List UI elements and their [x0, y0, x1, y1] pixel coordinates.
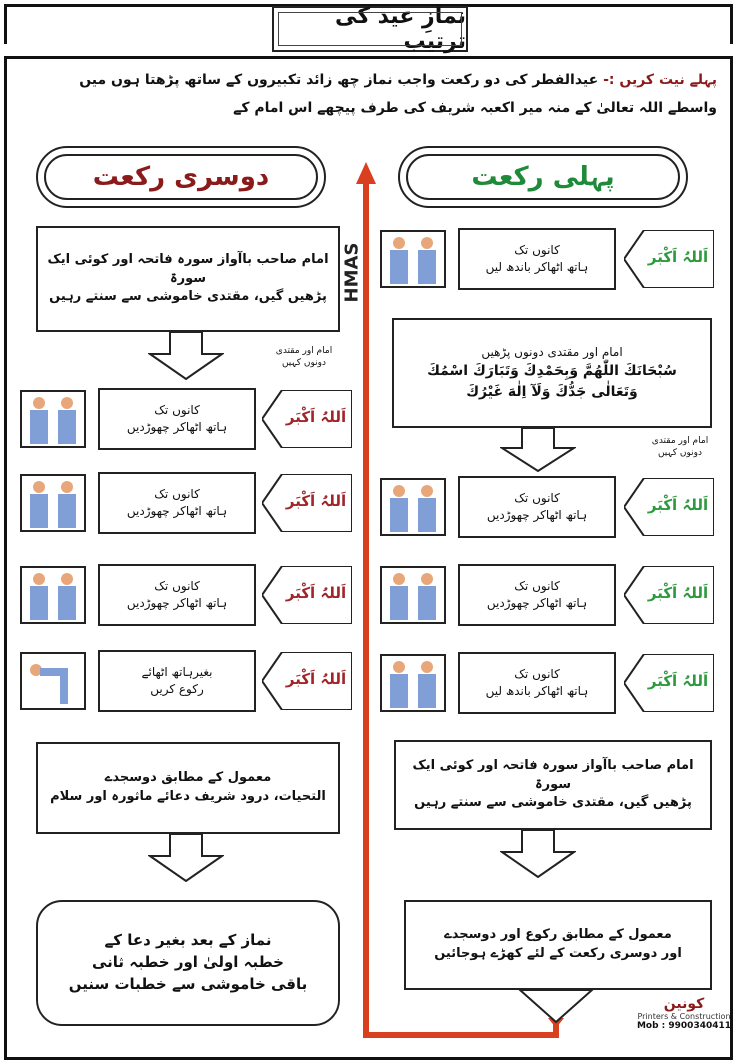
person-icon: [382, 232, 444, 286]
figure-hands-raised: [20, 390, 86, 448]
first-end-box: [404, 900, 712, 990]
step-line-2: رکوع کریں: [150, 682, 204, 696]
down-arrow-icon: [518, 990, 594, 1024]
khutba-line-2: خطبہ اولیٰ اور خطبہ ثانی: [91, 953, 284, 972]
second-step3-box: [98, 564, 256, 626]
note-line-1: امام اور مقتدی: [651, 436, 709, 446]
end-line-1: معمول کے مطابق رکوع اور دوسجدے: [444, 927, 672, 943]
down-arrow-icon: [148, 332, 224, 380]
step-line-1: کانوں تک: [154, 402, 200, 417]
first-recite-box: [394, 740, 712, 830]
first-step1-box: [458, 228, 616, 290]
step-line-2: ہاتھ اٹھاکر چھوڑدیں: [486, 508, 588, 522]
person-icon: [22, 392, 84, 446]
second-recite-box: [36, 226, 340, 332]
khutba-line-1: نماز کے بعد بغیر دعا کے: [104, 931, 272, 950]
down-arrow-icon: [148, 834, 224, 882]
down-arrow-icon: [500, 428, 576, 472]
note-line-2: دونوں کہیں: [657, 447, 703, 458]
khutba-line-3: باقی خاموشی سے خطبات سنیں: [68, 974, 308, 993]
intro-text-1: عیدالفطر کی دو رکعت واجب نماز چھ زائد تکبیروں کے ساتھ پڑھتا ہوں میں: [79, 72, 599, 88]
down-arrow-icon: [500, 830, 576, 878]
note-line-2: دونوں کہیں: [281, 357, 327, 368]
person-icon: [22, 568, 84, 622]
logo-subtitle: Printers & Construction: [637, 1012, 731, 1021]
step-line-2: ہاتھ اٹھاکر باندھ لیں: [485, 684, 589, 698]
thana-line-1: امام اور مقتدی دونوں پڑھیں: [481, 345, 623, 359]
first-note: [640, 436, 720, 459]
step-line-2: ہاتھ اٹھاکر چھوڑدیں: [126, 504, 228, 518]
intro-text-2: واسطے اللہ تعالیٰ کے منہ میر اکعبہ شریف کی طرف پیچھے اس امام کے: [233, 100, 717, 116]
second-step1-box: [98, 388, 256, 450]
step-line-1: کانوں تک: [514, 666, 560, 681]
end-line-1: معمول کے مطابق دوسجدے: [104, 770, 272, 786]
page-title: نمازِ عید کی ترتیب: [272, 6, 468, 52]
first-step4-box: [458, 652, 616, 714]
recite-line-1: امام صاحب باآواز سورہ فاتحہ اور کوئی ایک سورۃ: [47, 251, 329, 286]
khutba-box: [36, 900, 340, 1026]
second-end-box: [36, 742, 340, 834]
person-icon: [22, 476, 84, 530]
figure-hands-raised: [20, 566, 86, 624]
first-step3-box: [458, 564, 616, 626]
second-step4-box: [98, 650, 256, 712]
logo: [636, 996, 732, 1031]
step-line-2: ہاتھ اٹھاکر چھوڑدیں: [126, 420, 228, 434]
end-line-2: اور دوسری رکعت کے لئے کھڑے ہوجائیں: [434, 946, 682, 961]
logo-mobile: Mob : 9900340411: [636, 1021, 732, 1031]
intro-label: پہلے نیت کریں :-: [603, 72, 717, 88]
thana-line-2: سُبْحَانَكَ اللّٰهُمَّ وَبِحَمْدِكَ وَتَبَارَكَ اسْمُكَ: [427, 363, 677, 380]
step-line-1: کانوں تک: [514, 490, 560, 505]
step-line-1: کانوں تک: [514, 578, 560, 593]
person-icon: [382, 480, 444, 534]
person-icon: [382, 656, 444, 710]
first-rakat-heading: پہلی رکعت: [398, 146, 688, 208]
takbir-text: اَللہُ اَکْبَر: [285, 492, 347, 510]
watermark: HMAS: [341, 242, 363, 303]
figure-hands-raised: [380, 230, 446, 288]
takbir-text: اَللہُ اَکْبَر: [647, 672, 709, 690]
thana-line-3: وَتَعَالٰى جَدُّكَ وَلَآ اِلٰهَ غَيْرُكَ: [466, 383, 638, 400]
step-line-1: بغیرہاتھ اٹھائے: [141, 664, 213, 679]
step-line-2: ہاتھ اٹھاکر چھوڑدیں: [486, 596, 588, 610]
step-line-2: ہاتھ اٹھاکر باندھ لیں: [485, 260, 589, 274]
recite-line-2: پڑھیں گیں، مقتدی خاموشی سے سنتے رہیں: [49, 289, 327, 305]
first-step2-box: [458, 476, 616, 538]
second-note: [264, 346, 344, 369]
takbir-text: اَللہُ اَکْبَر: [285, 408, 347, 426]
bowing-person-icon: [22, 654, 84, 708]
recite-line-2: پڑھیں گیں، مقتدی خاموشی سے سنتے رہیں: [414, 795, 692, 811]
step-line-2: ہاتھ اٹھاکر چھوڑدیں: [126, 596, 228, 610]
takbir-text: اَللہُ اَکْبَر: [647, 496, 709, 514]
second-step2-box: [98, 472, 256, 534]
takbir-text: اَللہُ اَکْبَر: [285, 670, 347, 688]
end-line-2: التحیات، درود شریف دعائے ماثورہ اور سلام: [50, 789, 326, 804]
step-line-1: کانوں تک: [154, 486, 200, 501]
figure-hands-raised: [380, 654, 446, 712]
takbir-text: اَللہُ اَکْبَر: [647, 584, 709, 602]
step-line-1: کانوں تک: [514, 242, 560, 257]
takbir-text: اَللہُ اَکْبَر: [647, 248, 709, 266]
person-icon: [382, 568, 444, 622]
connector-arrowhead: [356, 162, 376, 184]
step-line-1: کانوں تک: [154, 578, 200, 593]
thana-box: [392, 318, 712, 428]
figure-hands-raised: [380, 478, 446, 536]
figure-hands-raised: [20, 474, 86, 532]
logo-name: کونین: [663, 996, 705, 1012]
recite-line-1: امام صاحب باآواز سورہ فاتحہ اور کوئی ایک سورۃ: [412, 757, 694, 792]
figure-hands-raised: [380, 566, 446, 624]
takbir-text: اَللہُ اَکْبَر: [285, 584, 347, 602]
figure-ruku: [20, 652, 86, 710]
second-rakat-heading: دوسری رکعت: [36, 146, 326, 208]
note-line-1: امام اور مقتدی: [275, 346, 333, 356]
